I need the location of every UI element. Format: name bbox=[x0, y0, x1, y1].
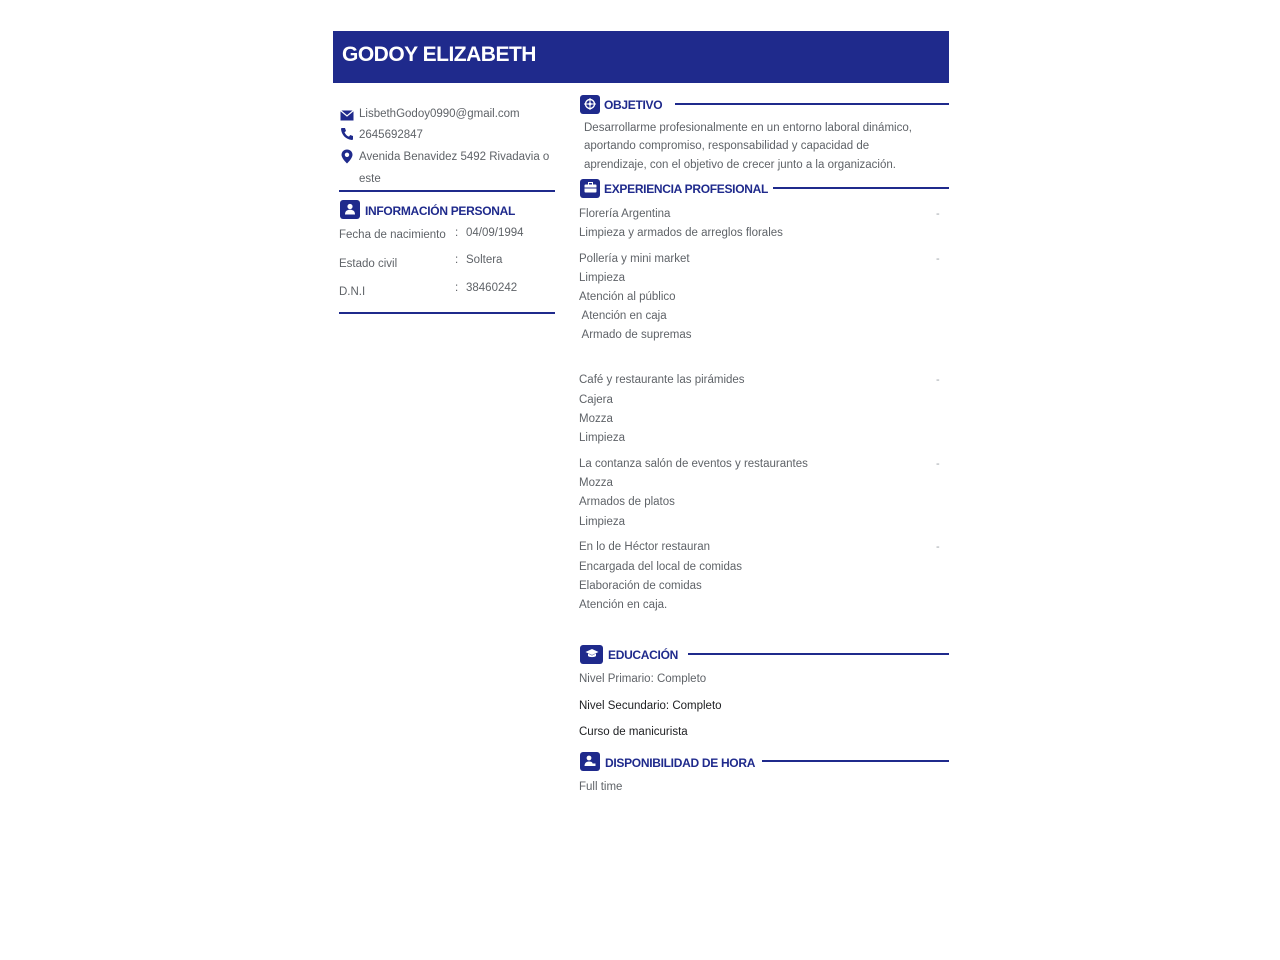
objective-line-2: aportando compromiso, responsabilidad y capacidad de bbox=[584, 140, 870, 152]
job-2-task-4: Armado de supremas bbox=[579, 329, 692, 341]
job-4-task-1: Mozza bbox=[579, 477, 613, 489]
objective-title: OBJETIVO bbox=[604, 98, 663, 112]
job-5-task-1: Encargada del local de comidas bbox=[579, 561, 743, 573]
personal-sep-birthdate: : bbox=[455, 227, 459, 239]
job-1-dash: - bbox=[936, 208, 940, 220]
email-text: LisbethGodoy0990@gmail.com bbox=[359, 108, 520, 120]
job-3-company: Café y restaurante las pirámides bbox=[579, 374, 745, 386]
phone-icon bbox=[340, 127, 354, 146]
job-1-task-1: Limpieza y armados de arreglos florales bbox=[579, 227, 783, 239]
job-2-dash: - bbox=[936, 253, 940, 265]
person-name: GODOY ELIZABETH bbox=[342, 43, 536, 66]
clock-person-icon bbox=[580, 752, 600, 771]
education-item-1: Nivel Primario: Completo bbox=[579, 673, 707, 685]
header-banner bbox=[333, 31, 949, 83]
education-item-2: Nivel Secundario: Completo bbox=[579, 700, 722, 712]
job-3-task-3: Limpieza bbox=[579, 432, 626, 444]
phone-text: 2645692847 bbox=[359, 129, 423, 141]
job-2-task-3: Atención en caja bbox=[579, 310, 667, 322]
objective-line-3: aprendizaje, con el objetivo de crecer junto a la organización. bbox=[584, 159, 896, 171]
personal-sep-dni: : bbox=[455, 282, 459, 294]
contact-divider bbox=[339, 190, 555, 192]
personal-sep-civil-status: : bbox=[455, 254, 459, 266]
job-2-task-1: Limpieza bbox=[579, 272, 626, 284]
job-4-task-3: Limpieza bbox=[579, 516, 626, 528]
personal-value-civil-status: Soltera bbox=[466, 254, 503, 266]
education-item-3: Curso de manicurista bbox=[579, 726, 688, 738]
job-2-task-2: Atención al público bbox=[579, 291, 676, 303]
availability-title: DISPONIBILIDAD DE HORA bbox=[605, 756, 756, 770]
experience-rule bbox=[773, 187, 949, 189]
job-5-dash: - bbox=[936, 541, 940, 553]
address-line-1: Avenida Benavidez 5492 Rivadavia o bbox=[359, 151, 550, 163]
location-pin-icon bbox=[341, 149, 353, 169]
availability-value: Full time bbox=[579, 781, 623, 793]
education-rule bbox=[688, 653, 949, 655]
job-3-task-2: Mozza bbox=[579, 413, 613, 425]
personal-value-birthdate: 04/09/1994 bbox=[466, 227, 524, 239]
job-3-dash: - bbox=[936, 374, 940, 386]
personal-label-birthdate: Fecha de nacimiento bbox=[339, 229, 446, 241]
objective-rule bbox=[675, 103, 949, 105]
job-3-task-1: Cajera bbox=[579, 394, 613, 406]
personal-divider bbox=[339, 312, 555, 314]
experience-title: EXPERIENCIA PROFESIONAL bbox=[604, 182, 769, 196]
job-5-task-3: Atención en caja. bbox=[579, 599, 668, 611]
person-icon bbox=[340, 200, 360, 219]
availability-rule bbox=[762, 760, 949, 762]
job-1-company: Florería Argentina bbox=[579, 208, 671, 220]
personal-value-dni: 38460242 bbox=[466, 282, 518, 294]
job-5-company: En lo de Héctor restauran bbox=[579, 541, 711, 553]
personal-label-civil-status: Estado civil bbox=[339, 258, 398, 270]
job-4-task-2: Armados de platos bbox=[579, 496, 675, 508]
education-title: EDUCACIÓN bbox=[608, 648, 678, 662]
personal-info-title: INFORMACIÓN PERSONAL bbox=[365, 204, 516, 218]
job-4-company: La contanza salón de eventos y restaurantes bbox=[579, 458, 808, 470]
job-4-dash: - bbox=[936, 458, 940, 470]
email-icon bbox=[340, 108, 354, 126]
personal-label-dni: D.N.I bbox=[339, 286, 366, 298]
target-icon bbox=[580, 95, 600, 114]
briefcase-icon bbox=[580, 179, 600, 198]
job-5-task-2: Elaboración de comidas bbox=[579, 580, 702, 592]
address-line-2: este bbox=[359, 173, 381, 185]
graduation-cap-icon bbox=[580, 645, 603, 664]
job-2-company: Pollería y mini market bbox=[579, 253, 690, 265]
objective-line-1: Desarrollarme profesionalmente en un entorno laboral dinámico, bbox=[584, 122, 912, 134]
